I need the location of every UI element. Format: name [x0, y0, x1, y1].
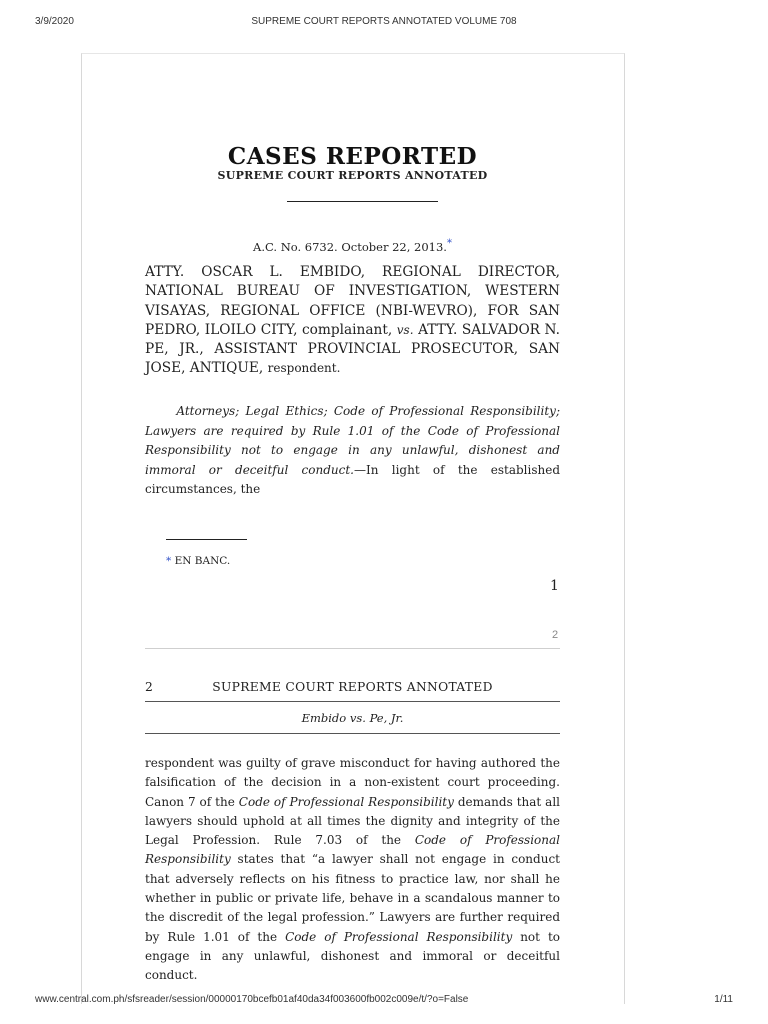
- header-rule-bottom: [145, 733, 560, 734]
- case-short-title: Embido vs. Pe, Jr.: [301, 711, 404, 725]
- case-footnote-link[interactable]: *: [446, 238, 452, 249]
- print-footer: [0, 994, 768, 1008]
- footnote: * EN BANC.: [166, 555, 231, 567]
- body-paragraph: respondent was guilty of grave misconduct for having authored the falsification of the decision in a non-existent court proceeding. Canon 7 of the Code of Professional Responsibility demands that all lawyers should uphold at all times the dignity and integrity of the Legal Profession. Rule 7.03 of the Code of Professional Responsibility states that “a lawyer shall not engage in conduct that adversely reflects on his fitness to practice law, nor shall he whether in public or private life, behave in a scandalous manner to the discredit of the legal profession.” Lawyers are further required by Rule 1.01 of the Code of Professional Responsibility not to engage in any unlawful, dishonest and immoral or deceitful conduct.: [145, 756, 561, 983]
- page-divider: [145, 648, 560, 649]
- running-title: SUPREME COURT REPORTS ANNOTATED: [212, 680, 493, 694]
- case-number: A.C. No. 6732. October 22, 2013.*: [253, 238, 452, 254]
- footnote-rule: [166, 539, 247, 540]
- heading-rule: [287, 201, 438, 202]
- page-heading: CASES REPORTED: [227, 143, 478, 170]
- page-subheading: SUPREME COURT REPORTS ANNOTATED: [217, 169, 488, 182]
- running-page-number: 2: [145, 680, 153, 694]
- footnote-marker: *: [166, 555, 172, 567]
- print-url: www.central.com.ph/sfsreader/session/00000170bcefb01af40da34f003600fb002c009e/t/?o=False: [35, 994, 469, 1005]
- case-parties: ATTY. OSCAR L. EMBIDO, REGIONAL DIRECTOR, NATIONAL BUREAU OF INVESTIGATION, WESTERN VISAYAS, REGIONAL OFFICE (NBI-WEVRO), FOR SAN PEDRO, ILOILO CITY, complainant, vs. ATTY. SALVADOR N. PE, JR., ASSISTANT PROVINCIAL PROSECUTOR, SAN JOSE, ANTIQUE, respondent.: [145, 264, 560, 377]
- page-break-marker: 2: [552, 629, 559, 641]
- print-title: SUPREME COURT REPORTS ANNOTATED VOLUME 708: [251, 16, 517, 27]
- page-number: 1: [550, 578, 559, 594]
- syllabus: Attorneys; Legal Ethics; Code of Professional Responsibility; Lawyers are required by Rule 1.01 of the Code of Professional Responsibility not to engage in any unlawful, dishonest and immoral or deceitful conduct.—In light of the established circumstances, the: [145, 404, 561, 496]
- print-date: 3/9/2020: [35, 16, 74, 27]
- header-rule-top: [145, 701, 560, 702]
- print-page-count: 1/11: [714, 994, 733, 1005]
- print-header: [0, 16, 768, 30]
